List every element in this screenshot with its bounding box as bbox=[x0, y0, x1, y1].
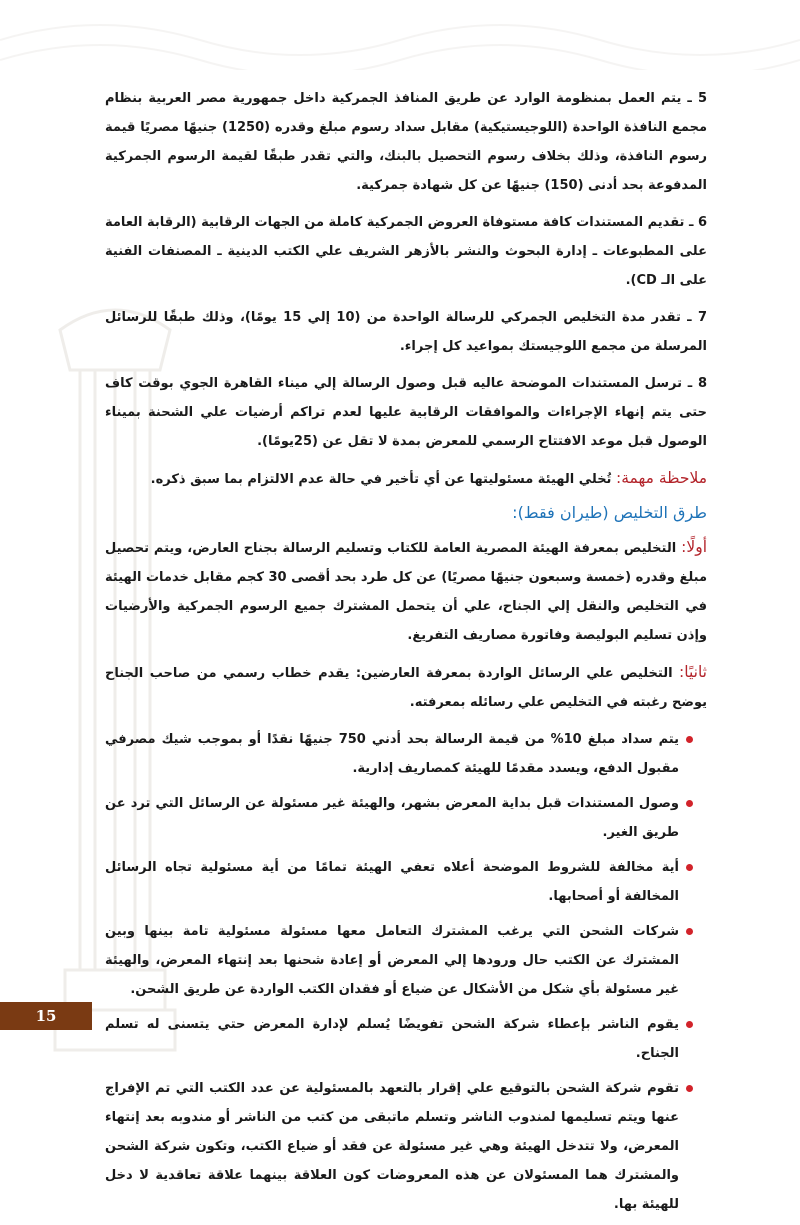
method-second-label: ثانيًا: bbox=[679, 663, 707, 681]
paragraph-8: 8 ـ ترسل المستندات الموضحة عاليه قبل وصول الرسالة إلي ميناء القاهرة الجوي بوقت كاف حتى يتم إنهاء الإجراءات والموافقات الرقابية عليها لعدم تراكم أرضيات علي الشحنة بميناء الوصول قبل موعد الافتتاح الرسمي للمعرض بمدة لا تقل عن (25يومًا). bbox=[105, 376, 707, 449]
paragraph-6: 6 ـ تقديم المستندات كافة مستوفاة العروض الجمركية كاملة من الجهات الرقابية (الرقابة العامة على المطبوعات ـ إدارة البحوث والنشر بالأزهر الشريف علي الكتب الدينية ـ المصنفات الفنية على الـ CD). bbox=[105, 215, 707, 288]
list-item: يقوم الناشر بإعطاء شركة الشحن تفويضًا يُسلم لإدارة المعرض حتي يتسنى له تسلم الجناح. bbox=[105, 1010, 693, 1068]
background-border-ornament bbox=[0, 0, 800, 70]
bullet-icon bbox=[686, 864, 693, 871]
method-second bbox=[105, 658, 707, 717]
method-second-text: التخليص علي الرسائل الواردة بمعرفة العارضين: يقدم خطاب رسمي من صاحب الجناح يوضح رغبته في التخليص علي رسائله بمعرفته. bbox=[105, 666, 707, 710]
list-item: شركات الشحن التي يرغب المشترك التعامل معها مسئولة مسئولية تامة بينها وبين المشترك عن الكتب حال ورودها إلي المعرض أو إعادة شحنها بعد إنتهاء المعرض، والهيئة غير مسئولة بأي شكل من الأشكال عن ضياع أو فقدان الكتب الواردة عن طريق الشحن. bbox=[105, 917, 693, 1004]
bullet-icon bbox=[686, 736, 693, 743]
document-body bbox=[105, 84, 707, 1225]
bullet-icon bbox=[686, 928, 693, 935]
section-heading: طرق التخليص (طيران فقط): bbox=[512, 503, 707, 522]
list-item: وصول المستندات قبل بداية المعرض بشهر، والهيئة غير مسئولة عن الرسائل التي ترد عن طريق الغير. bbox=[105, 789, 693, 847]
bullet-icon bbox=[686, 1085, 693, 1092]
conditions-list bbox=[105, 725, 693, 1219]
method-first bbox=[105, 533, 707, 650]
method-first-text: التخليص بمعرفة الهيئة المصرية العامة للكتاب وتسليم الرسالة بجناح العارض، ويتم تحصيل مبلغ وقدره (خمسة وسبعون جنيهًا مصريًا) عن كل طرد بحد أقصى 30 كجم مقابل خدمات الهيئة في التخليص والنقل إلي الجناح، علي أن يتحمل المشترك جميع الرسوم الجمركية والأرضيات وإذن تسليم البوليصة وفاتورة مصاريف التفريغ. bbox=[105, 541, 707, 643]
paragraph-5: 5 ـ يتم العمل بمنظومة الوارد عن طريق المنافذ الجمركية داخل جمهورية مصر العربية بنظام مجمع النافذة الواحدة (اللوجيستيكية) مقابل سداد رسوم مبلغ وقدره (1250) جنيهًا مصريًا قيمة رسوم النافذة، وذلك بخلاف رسوم التحصيل بالبنك، والتي تقدر طبقًا لقيمة الرسوم الجمركية المدفوعة بحد أدنى (150) جنيهًا عن كل شهادة جمركية. bbox=[105, 91, 707, 193]
list-item: تقوم شركة الشحن بالتوقيع علي إقرار بالتعهد بالمسئولية عن عدد الكتب التي تم الإفراج عنها ويتم تسليمها لمندوب الناشر وتسلم ماتبقى من كتب من الناشر أو مندوبه بعد إنتهاء المعرض، ولا تتدخل الهيئة وهي غير مسئولة عن فقد أو ضياع الكتب، وتكون شركة الشحن والمشترك هما المسئولان عن هذه المعروضات كون العلاقة بينهما علاقة تعاقدية لا دخل للهيئة بها. bbox=[105, 1074, 693, 1219]
important-note bbox=[105, 464, 707, 494]
note-label: ملاحظة مهمة: bbox=[615, 469, 707, 487]
note-text: تُخلي الهيئة مسئوليتها عن أي تأخير في حالة عدم الالتزام بما سبق ذكره. bbox=[150, 472, 616, 487]
page-number: 15 bbox=[0, 1002, 92, 1030]
bullet-icon bbox=[686, 800, 693, 807]
method-first-label: أولًا: bbox=[681, 538, 707, 556]
list-item: أية مخالفة للشروط الموضحة أعلاه تعفي الهيئة تمامًا من أية مسئولية تجاه الرسائل المخالفة أو أصحابها. bbox=[105, 853, 693, 911]
bullet-icon bbox=[686, 1021, 693, 1028]
paragraph-7: 7 ـ تقدر مدة التخليص الجمركي للرسالة الواحدة من (10 إلي 15 يومًا)، وذلك طبقًا للرسائل المرسلة من مجمع اللوجيستك بمواعيد كل إجراء. bbox=[105, 310, 707, 354]
list-item: يتم سداد مبلغ 10% من قيمة الرسالة بحد أدني 750 جنيهًا نقدًا أو بموجب شيك مصرفي مقبول الدفع، ويسدد مقدمًا للهيئة كمصاريف إدارية. bbox=[105, 725, 693, 783]
